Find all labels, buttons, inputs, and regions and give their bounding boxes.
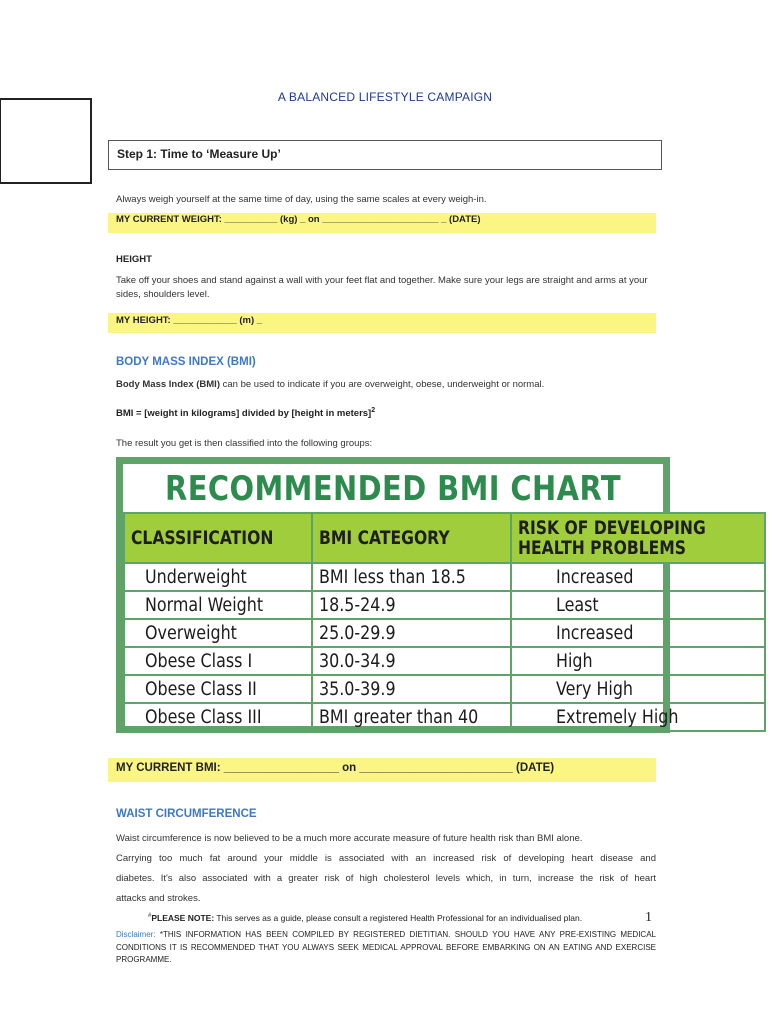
bmi-heading: BODY MASS INDEX (BMI): [116, 356, 256, 368]
waist-heading: WAIST CIRCUMFERENCE: [116, 808, 257, 820]
col-header-bmi-category: BMI CATEGORY: [312, 513, 511, 563]
cell-bmi-category: 30.0-34.9: [312, 647, 511, 675]
cell-risk: Very High: [511, 675, 765, 703]
page-title: A BALANCED LIFESTYLE CAMPAIGN: [277, 90, 493, 104]
bmi-field[interactable]: MY CURRENT BMI: __________________ on ________________________ (DATE): [108, 758, 656, 782]
cell-bmi-category: BMI greater than 40: [312, 703, 511, 731]
weight-instruction: Always weigh yourself at the same time of day, using the same scales at every weigh-in.: [116, 194, 487, 205]
waist-line-4: attacks and strokes.: [116, 893, 201, 904]
col-header-risk: RISK OF DEVELOPING HEALTH PROBLEMS: [511, 513, 765, 563]
disclaimer-text: *THIS INFORMATION HAS BEEN COMPILED BY REGISTERED DIETITIAN. SHOULD YOU HAVE ANY PRE-EXISTING MEDICAL CONDITIONS IT IS RECOMMENDED THAT YOU ALWAYS SEEK MEDICAL APPROVAL BEFORE EMBARKING ON AN EATING AND EXERCISE PROGRAMME.: [116, 930, 656, 964]
table-row: [124, 591, 765, 619]
cell-classification: Obese Class II: [124, 675, 312, 703]
cell-classification: Overweight: [124, 619, 312, 647]
weight-field[interactable]: MY CURRENT WEIGHT: __________ (kg) _ on ______________________ _ (DATE): [108, 213, 656, 233]
bmi-table-header: [124, 513, 765, 563]
footer-note: [148, 913, 582, 923]
footer-note-bold: PLEASE NOTE:: [151, 913, 215, 923]
col-header-classification: CLASSIFICATION: [124, 513, 312, 563]
bmi-formula: [116, 404, 656, 421]
waist-line-1: Waist circumference is now believed to be a much more accurate measure of future health risk than BMI alone.: [116, 833, 583, 844]
table-row: [124, 703, 765, 731]
table-row: [124, 619, 765, 647]
cell-risk: Extremely High: [511, 703, 765, 731]
corner-box: [0, 98, 92, 184]
page-number: 1: [645, 910, 652, 925]
cell-classification: Underweight: [124, 563, 312, 591]
bmi-formula-text: BMI = [weight in kilograms] divided by [height in meters]: [116, 408, 372, 420]
table-row: [124, 647, 765, 675]
height-heading: HEIGHT: [116, 254, 152, 265]
bmi-table: [123, 512, 766, 732]
waist-line-3: diabetes. It's also associated with a greater risk of high cholesterol levels which, in turn, increase the risk of heart: [116, 873, 656, 884]
bmi-chart: [116, 457, 706, 733]
bmi-intro: [116, 378, 656, 392]
cell-risk: High: [511, 647, 765, 675]
cell-bmi-category: 25.0-29.9: [312, 619, 511, 647]
cell-classification: Obese Class III: [124, 703, 312, 731]
waist-line-2: Carrying too much fat around your middle is associated with an increased risk of developing heart disease and: [116, 853, 656, 864]
disclaimer: [116, 929, 656, 967]
footer-note-mark: #: [148, 913, 152, 920]
table-row: [124, 563, 765, 591]
chart-title: RECOMMENDED BMI CHART: [165, 469, 621, 509]
bmi-formula-exponent: 2: [371, 407, 376, 414]
bmi-intro-text: can be used to indicate if you are overweight, obese, underweight or normal.: [220, 379, 545, 390]
bmi-result-text: The result you get is then classified into the following groups:: [116, 438, 373, 449]
step-heading: Step 1: Time to ‘Measure Up’: [108, 140, 662, 170]
height-instruction: Take off your shoes and stand against a wall with your feet flat and together. Make sure your legs are straight and arms at your sides, shoulders level.: [116, 275, 648, 300]
bmi-chart-inner: [123, 464, 706, 728]
height-field[interactable]: MY HEIGHT: ____________ (m) _: [108, 313, 656, 333]
cell-risk: Increased: [511, 619, 765, 647]
bmi-intro-bold: Body Mass Index (BMI): [116, 379, 220, 390]
disclaimer-label: Disclaimer:: [116, 930, 156, 939]
cell-bmi-category: 35.0-39.9: [312, 675, 511, 703]
cell-bmi-category: 18.5-24.9: [312, 591, 511, 619]
cell-classification: Normal Weight: [124, 591, 312, 619]
cell-risk: Increased: [511, 563, 765, 591]
footer-note-text: This serves as a guide, please consult a registered Health Professional for an individualised plan.: [214, 913, 583, 923]
cell-bmi-category: BMI less than 18.5: [312, 563, 511, 591]
table-row: [124, 675, 765, 703]
cell-classification: Obese Class I: [124, 647, 312, 675]
cell-risk: Least: [511, 591, 765, 619]
